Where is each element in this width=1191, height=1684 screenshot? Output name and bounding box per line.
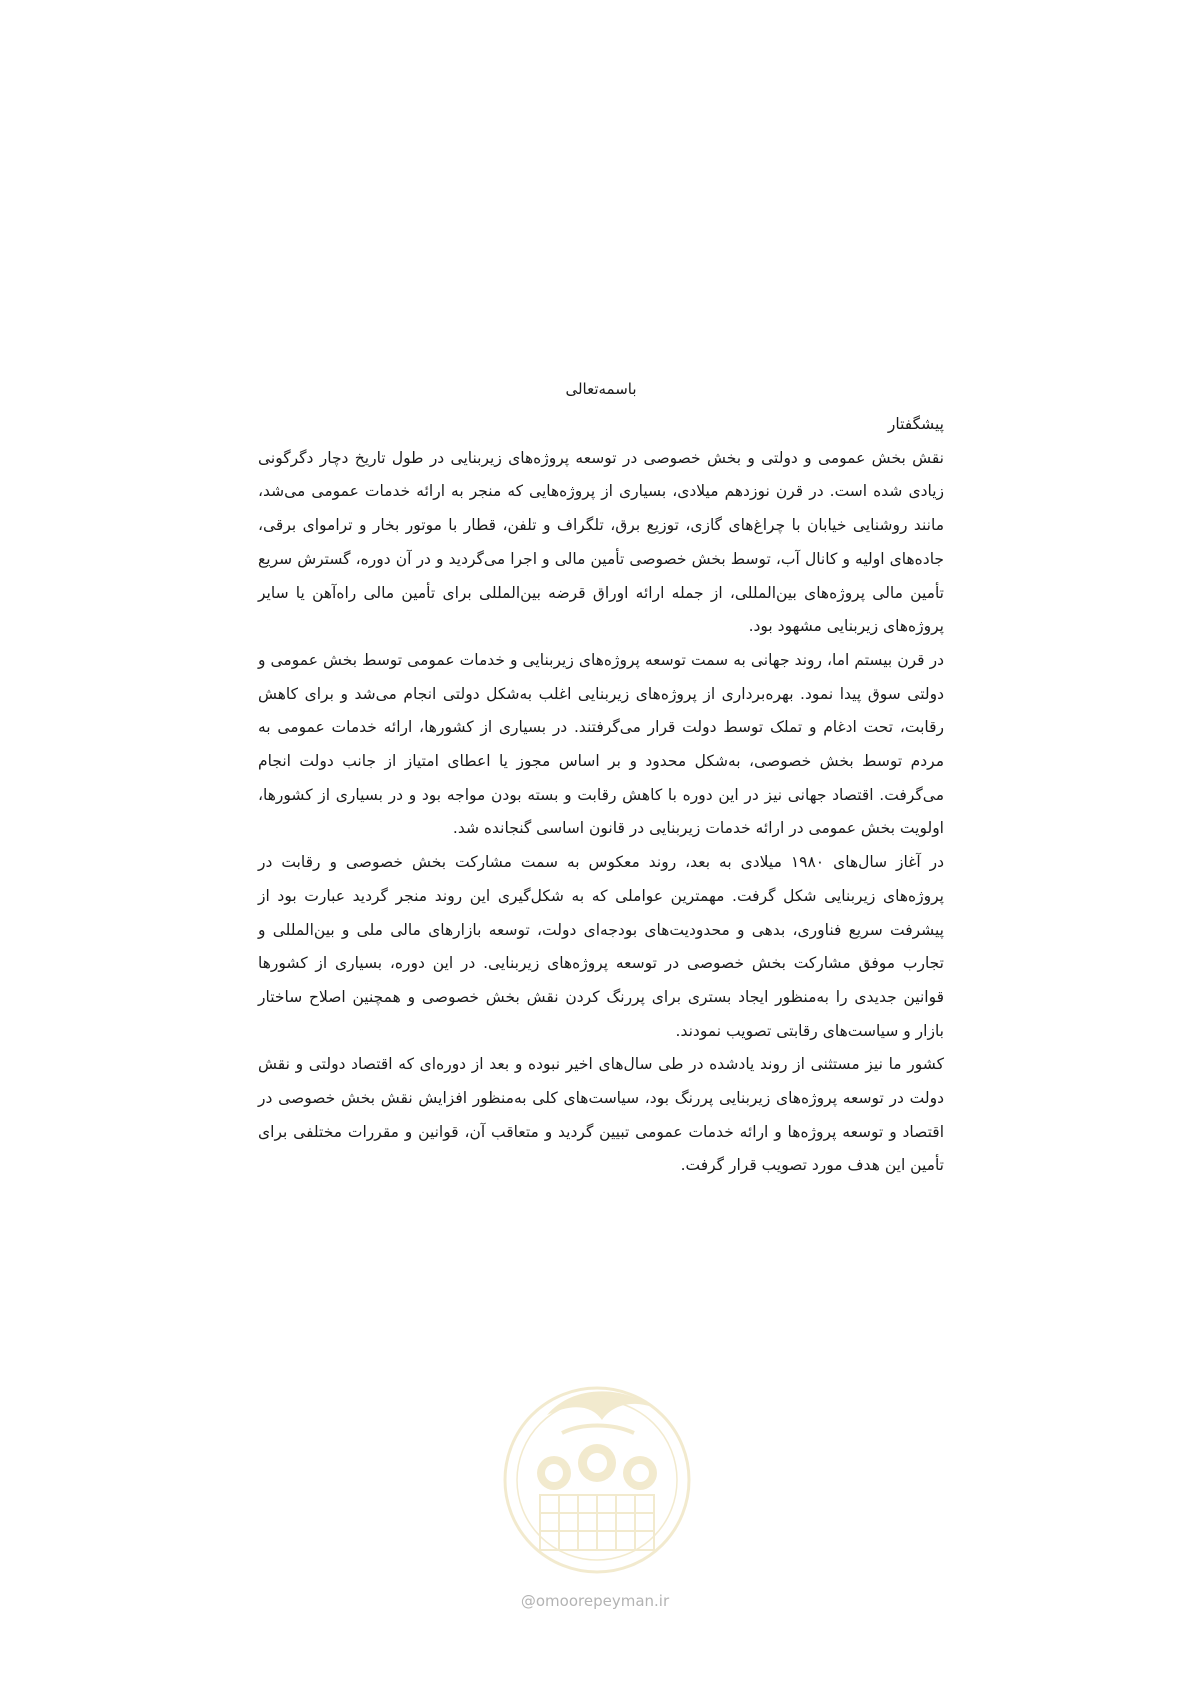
watermark-website-text: @omoorepeyman.ir bbox=[520, 1592, 670, 1610]
watermark-seal-logo bbox=[492, 1345, 702, 1605]
document-body bbox=[258, 372, 944, 1183]
basmala-heading: باسمه‌تعالی bbox=[565, 380, 637, 398]
section-title: پیشگفتار bbox=[887, 415, 944, 433]
paragraph-2: در قرن بیستم اما، روند جهانی به سمت توسعه پروژه‌های زیربنایی و خدمات عمومی توسط بخش عمومی و دولتی سوق پیدا نمود. بهره‌برداری از پروژه‌های زیربنایی اغلب به‌شکل دولتی انجام می‌شد و برای کاهش رقابت، تحت ادغام و تملک توسط دولت قرار می‌گرفتند. در بسیاری از کشورها، ارائه خدمات عمومی به مردم توسط بخش خصوصی، به‌شکل محدود و بر اساس مجوز یا اعطای امتیاز از جانب دولت انجام می‌گرفت. اقتصاد جهانی نیز در این دوره با کاهش رقابت و بسته بودن مواجه بود و در بسیاری از کشورها، اولویت بخش عمومی در ارائه خدمات زیربنایی در قانون اساسی گنجانده شد. bbox=[258, 650, 944, 838]
paragraph-4: کشور ما نیز مستثنی از روند یادشده در طی سال‌های اخیر نبوده و بعد از دوره‌ای که اقتصاد دولتی و نقش دولت در توسعه پروژه‌های زیربنایی پررنگ بود، سیاست‌های کلی به‌منظور افزایش نقش بخش خصوصی در اقتصاد و توسعه پروژه‌ها و ارائه خدمات عمومی تبیین گردید و متعاقب آن، قوانین و مقررات مختلفی برای تأمین این هدف مورد تصویب قرار گرفت. bbox=[258, 1055, 944, 1175]
paragraph-3: در آغاز سال‌های ۱۹۸۰ میلادی به بعد، روند معکوس به سمت مشارکت بخش خصوصی و رقابت در پروژه‌های زیربنایی شکل گرفت. مهمترین عواملی که به شکل‌گیری این روند منجر گردید عبارت بود از پیشرفت سریع فناوری، بدهی و محدودیت‌های بودجه‌ای دولت، توسعه بازارهای مالی ملی و بین‌المللی و تجارب موفق مشارکت بخش خصوصی در توسعه پروژه‌های زیربنایی. در این دوره، بسیاری از کشورها قوانین جدیدی را به‌منظور ایجاد بستری برای پررنگ کردن نقش بخش خصوصی و همچنین اصلاح ساختار بازار و سیاست‌های رقابتی تصویب نمودند. bbox=[258, 853, 945, 1040]
paragraph-1: نقش بخش عمومی و دولتی و بخش خصوصی در توسعه پروژه‌های زیربنایی در طول تاریخ دچار دگرگونی زیادی شده است. در قرن نوزدهم میلادی، بسیاری از پروژه‌هایی که منجر به ارائه خدمات عمومی می‌شد، مانند روشنایی خیابان با چراغ‌های گازی، توزیع برق، تلگراف و تلفن، قطار با موتور بخار و تراموای برقی، جاده‌های اولیه و کانال آب، توسط بخش خصوصی تأمین مالی و اجرا می‌گردید و در آن دوره، گسترش سریع تأمین مالی پروژه‌های بین‌المللی، از جمله ارائه اوراق قرضه بین‌المللی برای تأمین مالی راه‌آهن یا سایر پروژه‌های زیربنایی مشهود بود. bbox=[258, 448, 944, 636]
